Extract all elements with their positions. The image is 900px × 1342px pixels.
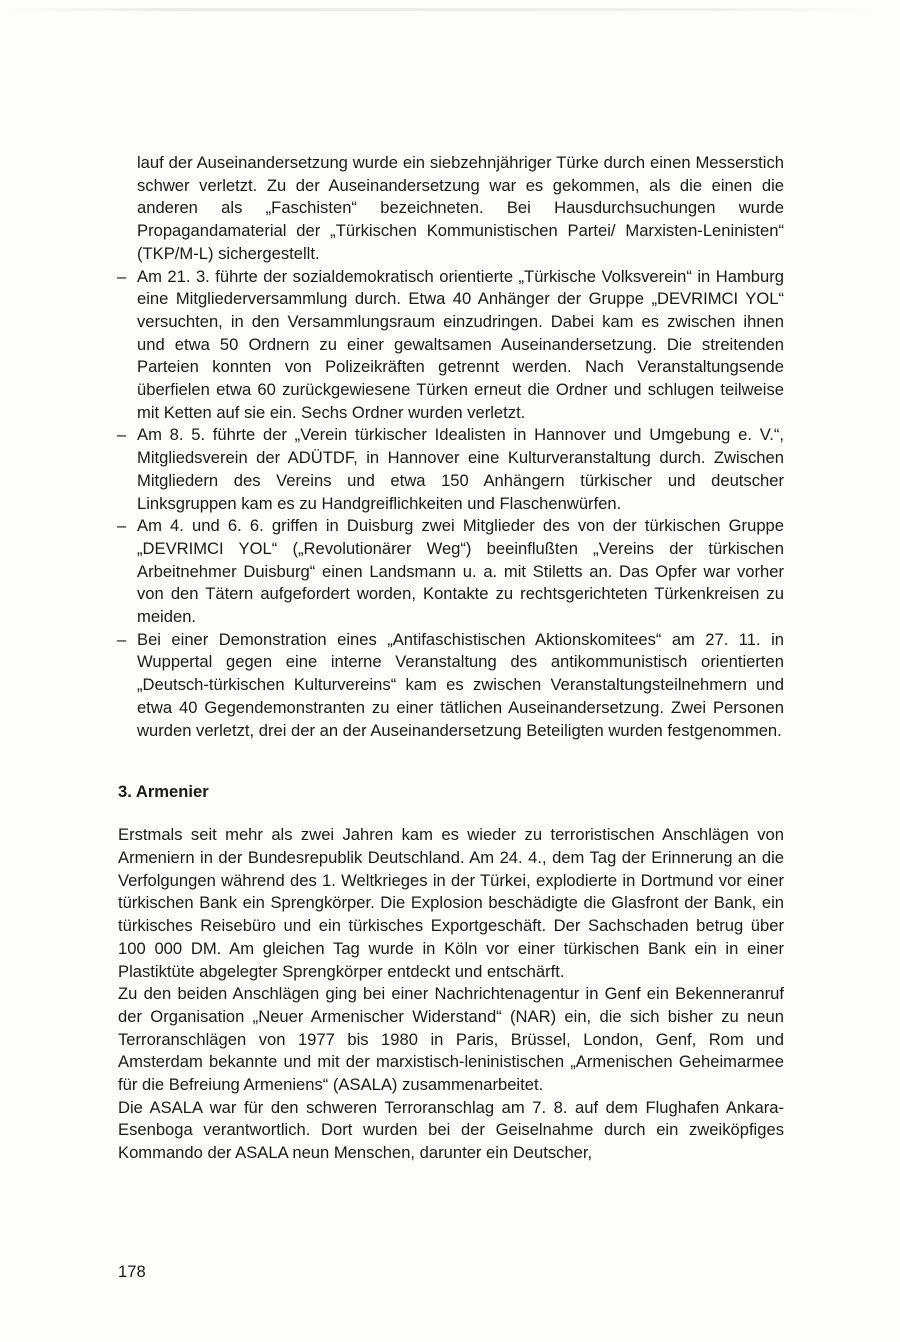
continuation-paragraph: lauf der Auseinandersetzung wurde ein siebzehnjähriger Türke durch einen Messerstich schwer verletzt. Zu der Auseinandersetzung war es gekommen, als die einen die anderen als „Faschisten“ bezeichneten. Bei Hausdurchsuchungen wurde Propagandamaterial der „Türkischen Kommunistischen Partei/ Marxisten-Leninisten“ (TKP/M-L) sichergestellt. [137, 153, 784, 263]
list-dash: – [117, 516, 127, 536]
list-dash: – [117, 425, 127, 445]
list-dash: – [117, 266, 127, 286]
list-item-hannover [117, 424, 784, 515]
document-page [118, 152, 784, 1165]
paragraph-asala: Die ASALA war für den schweren Terroranschlag am 7. 8. auf dem Flughafen Ankara-Esenboga verantwortlich. Dort wurden bei der Geiselnahme durch ein zweiköpfiges Kommando der ASALA neun Menschen, darunter ein Deutscher, [118, 1097, 784, 1163]
list-item-text: Bei einer Demonstration eines „Antifaschistischen Aktionskomitees“ am 27. 11. in Wuppertal gegen eine interne Veranstaltung des antikommunistisch orientierten „Deutsch-türkischen Kulturvereins“ kam es zwischen Veranstaltungsteilnehmern und etwa 40 Gegendemonstranten zu einer tätlichen Auseinandersetzung. Zwei Personen wurden verletzt, drei der an der Auseinandersetzung Beteiligten wurden festgenommen. [137, 629, 784, 740]
paragraph-nar: Zu den beiden Anschlägen ging bei einer Nachrichtenagentur in Genf ein Bekenneranruf der Organisation „Neuer Armenischer Widerstand“ (NAR) ein, die sich bisher zu neun Terroranschlägen von 1977 bis 1980 in Paris, Brüssel, London, Genf, Rom und Amsterdam bekannte und mit der marxistisch-leninistischen „Armenischen Geheimarmee für die Befreiung Armeniens“ (ASALA) zusammenarbeitet. [118, 984, 784, 1095]
section-heading: 3. Armenier [118, 782, 209, 802]
scan-top-edge [0, 8, 880, 11]
list-item-text: Am 21. 3. führte der sozialdemokratisch orientierte „Türkische Volksverein“ in Hamburg eine Mitgliederversammlung durch. Etwa 40 Anhänger der Gruppe „DEVRIMCI YOL“ versuchten, in den Versammlungsraum einzudringen. Dabei kam es zwischen ihnen und etwa 50 Ordnern zu einer gewaltsamen Auseinandersetzung. Die streitenden Parteien konnten von Polizeikräften getrennt werden. Nach Veranstaltungsende überfielen etwa 60 zurückgewiesene Türken erneut die Ordner und schlugen teilweise mit Ketten auf sie ein. Sechs Ordner wurden verletzt. [137, 266, 784, 422]
list-item-text: Am 8. 5. führte der „Verein türkischer Idealisten in Hannover und Umgebung e. V.“, Mitgliedsverein der ADÜTDF, in Hannover eine Kulturveranstaltung durch. Zwischen Mitgliedern des Vereins und etwa 150 Anhängern türkischer und deutscher Linksgruppen kam es zu Handgreiflichkeiten und Flaschenwürfen. [137, 425, 784, 513]
list-item-wuppertal [117, 629, 784, 743]
paragraph-attacks: Erstmals seit mehr als zwei Jahren kam es wieder zu terroristischen Anschlägen von Armeniern in der Bundesrepublik Deutschland. Am 24. 4., dem Tag der Erinnerung an die Verfolgungen während des 1. Weltkrieges in der Türkei, explodierte in Dortmund vor einer türkischen Bank ein Sprengkörper. Die Explosion beschädigte die Glasfront der Bank, ein türkisches Reisebüro und ein türkisches Exportgeschäft. Der Sachschaden betrug über 100 000 DM. Am gleichen Tag wurde in Köln vor einer türkischen Bank ein in einer Plastiktüte abgelegter Sprengkörper entdeckt und entschärft. [118, 825, 784, 981]
list-item-hamburg [117, 266, 784, 425]
list-dash: – [117, 629, 127, 649]
page-number: 178 [118, 1262, 146, 1281]
list-item-text: Am 4. und 6. 6. griffen in Duisburg zwei Mitglieder des von der türkischen Gruppe „DEVRIMCI YOL“ („Revolutionärer Weg“) beeinflußten „Vereins der türkischen Arbeitnehmer Duisburg“ einen Landsmann u. a. mit Stiletts an. Das Opfer war vorher von den Tätern aufgefordert worden, Kontakte zu rechtsgerichteten Türkenkreisen zu meiden. [137, 516, 784, 627]
list-item-duisburg [117, 515, 784, 629]
